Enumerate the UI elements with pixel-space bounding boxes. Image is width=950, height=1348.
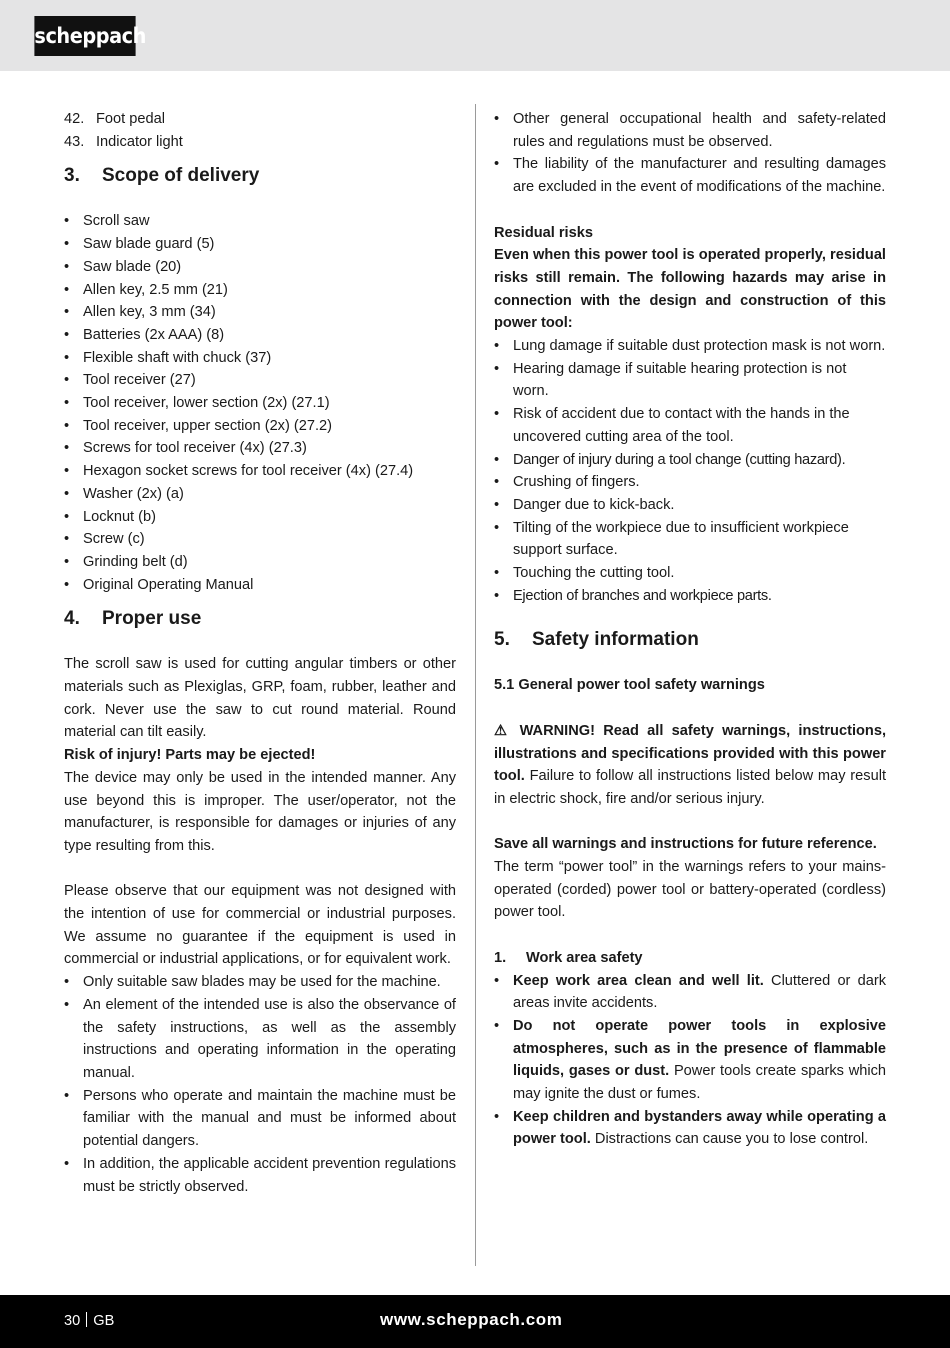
part-label: Indicator light — [96, 133, 183, 150]
right-column — [494, 108, 886, 1151]
list-item — [494, 970, 886, 1015]
list-item: • Risk of accident due to contact with the hands in the uncovered cutting area of the tool. — [494, 403, 886, 448]
proper-use-paragraph: Please observe that our equipment was not designed with the intention of use for commercial or industrial purposes. We assume no guarantee if the equipment is used in commercial or industrial applications, or for equivalent work. — [64, 883, 456, 968]
use-bullet-list — [64, 971, 456, 1198]
general-bullet-list — [494, 108, 886, 199]
list-item: • Hearing damage if suitable hearing protection is not worn. — [494, 358, 886, 403]
list-item: • Crushing of fingers. — [494, 471, 886, 494]
language-code: GB — [93, 1313, 115, 1329]
residual-risks-heading: Residual risks — [494, 224, 593, 241]
list-item: • Persons who operate and maintain the machine must be familiar with the manual and must be informed about potential dangers. — [64, 1085, 456, 1153]
delivery-list — [64, 210, 456, 596]
parts-list-item — [64, 131, 456, 154]
risk-warning: Risk of injury! Parts may be ejected! — [64, 747, 316, 764]
list-item: • Allen key, 2.5 mm (21) — [64, 279, 456, 302]
item-text: Distractions can cause you to lose control. — [590, 1131, 869, 1148]
section-number: 4. — [64, 608, 80, 630]
list-item: • Tool receiver (27) — [64, 369, 456, 392]
list-item: • Batteries (2x AAA) (8) — [64, 324, 456, 347]
bold-lead: Keep children and bystanders away while operating a power tool. — [513, 1108, 886, 1148]
list-item: • Original Operating Manual — [64, 574, 456, 597]
list-item: • Saw blade guard (5) — [64, 233, 456, 256]
list-item: • Locknut (b) — [64, 506, 456, 529]
list-item: • In addition, the applicable accident prevention regulations must be strictly observed. — [64, 1153, 456, 1198]
column-divider — [475, 104, 476, 1266]
list-item: • Scroll saw — [64, 210, 456, 233]
list-item: • An element of the intended use is also the observance of the safety instructions, as well as the assembly instructions and operating information in the operating manual. — [64, 994, 456, 1085]
section-number: 3. — [64, 165, 80, 187]
list-item — [494, 1015, 886, 1106]
section-heading-safety — [494, 629, 886, 651]
scheppach-logo: scheppach — [34, 16, 135, 56]
work-area-list — [494, 970, 886, 1152]
parts-list-item — [64, 108, 456, 131]
list-item: • The liability of the manufacturer and resulting damages are excluded in the event of modifications of the machine. — [494, 153, 886, 198]
list-item: • Hexagon socket screws for tool receiver (4x) (27.4) — [64, 460, 456, 483]
list-item: • Saw blade (20) — [64, 256, 456, 279]
item-text: Cluttered or dark areas invite accidents. — [513, 972, 887, 1012]
section-title: Scope of delivery — [102, 165, 260, 187]
list-item: • Flexible shaft with chuck (37) — [64, 347, 456, 370]
list-item: • Tilting of the workpiece due to insufficient workpiece support surface. — [494, 517, 886, 562]
section-number: 5. — [494, 629, 510, 651]
term-definition: The term “power tool” in the warnings refers to your mains-operated (corded) power tool or battery-operated (cordless) power tool. — [494, 859, 886, 921]
list-item: • Lung damage if suitable dust protection mask is not worn. — [494, 335, 886, 358]
part-number: 43. — [64, 133, 85, 150]
warning-text: Failure to follow all instructions listed below may result in electric shock, fire and/or serious injury. — [494, 768, 886, 807]
footer-separator — [86, 1312, 87, 1327]
list-item: • Danger of injury during a tool change (cutting hazard). — [494, 449, 886, 472]
warning-bold-text: WARNING! Read all safety warnings, instructions, illustrations and specifications provided with this power tool. — [494, 722, 887, 785]
page-footer — [0, 1295, 950, 1348]
list-item: • Touching the cutting tool. — [494, 562, 886, 585]
list-item: • Tool receiver, lower section (2x) (27.1) — [64, 392, 456, 415]
section-title: Safety information — [532, 629, 699, 651]
page-number: 30 — [64, 1313, 81, 1329]
bold-lead: Keep work area clean and well lit. — [513, 972, 764, 989]
list-item: • Ejection of branches and workpiece parts. — [494, 585, 886, 608]
save-instructions: Save all warnings and instructions for future reference. — [494, 836, 877, 853]
work-area-heading — [494, 947, 886, 970]
page-header — [0, 0, 950, 71]
proper-use-paragraph: The device may only be used in the intended manner. Any use beyond this is improper. The user/operator, not the manufacturer, is responsible for damages or injuries of any type resulting from this. — [64, 769, 456, 854]
list-item: • Screws for tool receiver (4x) (27.3) — [64, 437, 456, 460]
list-item: • Grinding belt (d) — [64, 551, 456, 574]
bold-lead: Do not operate power tools in explosive atmospheres, such as in the presence of flammable liquids, gases or dust. — [513, 1017, 886, 1080]
list-item: • Danger due to kick-back. — [494, 494, 886, 517]
subsection-title: Work area safety — [526, 949, 643, 966]
residual-risks-list — [494, 335, 886, 607]
section-heading-proper-use — [64, 608, 456, 630]
warning-icon: ⚠ — [494, 722, 512, 739]
subsection-number: 1. — [494, 949, 507, 966]
part-label: Foot pedal — [96, 111, 165, 127]
subsection-heading: 5.1 General power tool safety warnings — [494, 677, 765, 694]
residual-risks-intro: Even when this power tool is operated properly, residual risks still remain. The following hazards may arise in connection with the design and construction of this power tool: — [494, 247, 886, 332]
page-indicator — [64, 1311, 114, 1331]
list-item: • Screw (c) — [64, 528, 456, 551]
warning-paragraph — [494, 720, 886, 811]
list-item: • Other general occupational health and safety-related rules and regulations must be observed. — [494, 108, 886, 153]
list-item: • Washer (2x) (a) — [64, 483, 456, 506]
list-item: • Allen key, 3 mm (34) — [64, 301, 456, 324]
website-link[interactable]: www.scheppach.com — [380, 1310, 563, 1329]
left-column — [64, 108, 456, 1198]
list-item — [494, 1106, 886, 1151]
list-item: • Only suitable saw blades may be used for the machine. — [64, 971, 456, 994]
item-text: Power tools create sparks which may ignite the dust or fumes. — [513, 1063, 887, 1103]
section-title: Proper use — [102, 608, 202, 630]
proper-use-paragraph: The scroll saw is used for cutting angular timbers or other materials such as Plexiglas, GRP, foam, rubber, leather and cork. Never use the saw to cut round material. Round material can tilt easily. — [64, 656, 456, 741]
section-heading-scope — [64, 165, 456, 187]
part-number: 42. — [64, 111, 85, 127]
list-item: • Tool receiver, upper section (2x) (27.2) — [64, 415, 456, 438]
